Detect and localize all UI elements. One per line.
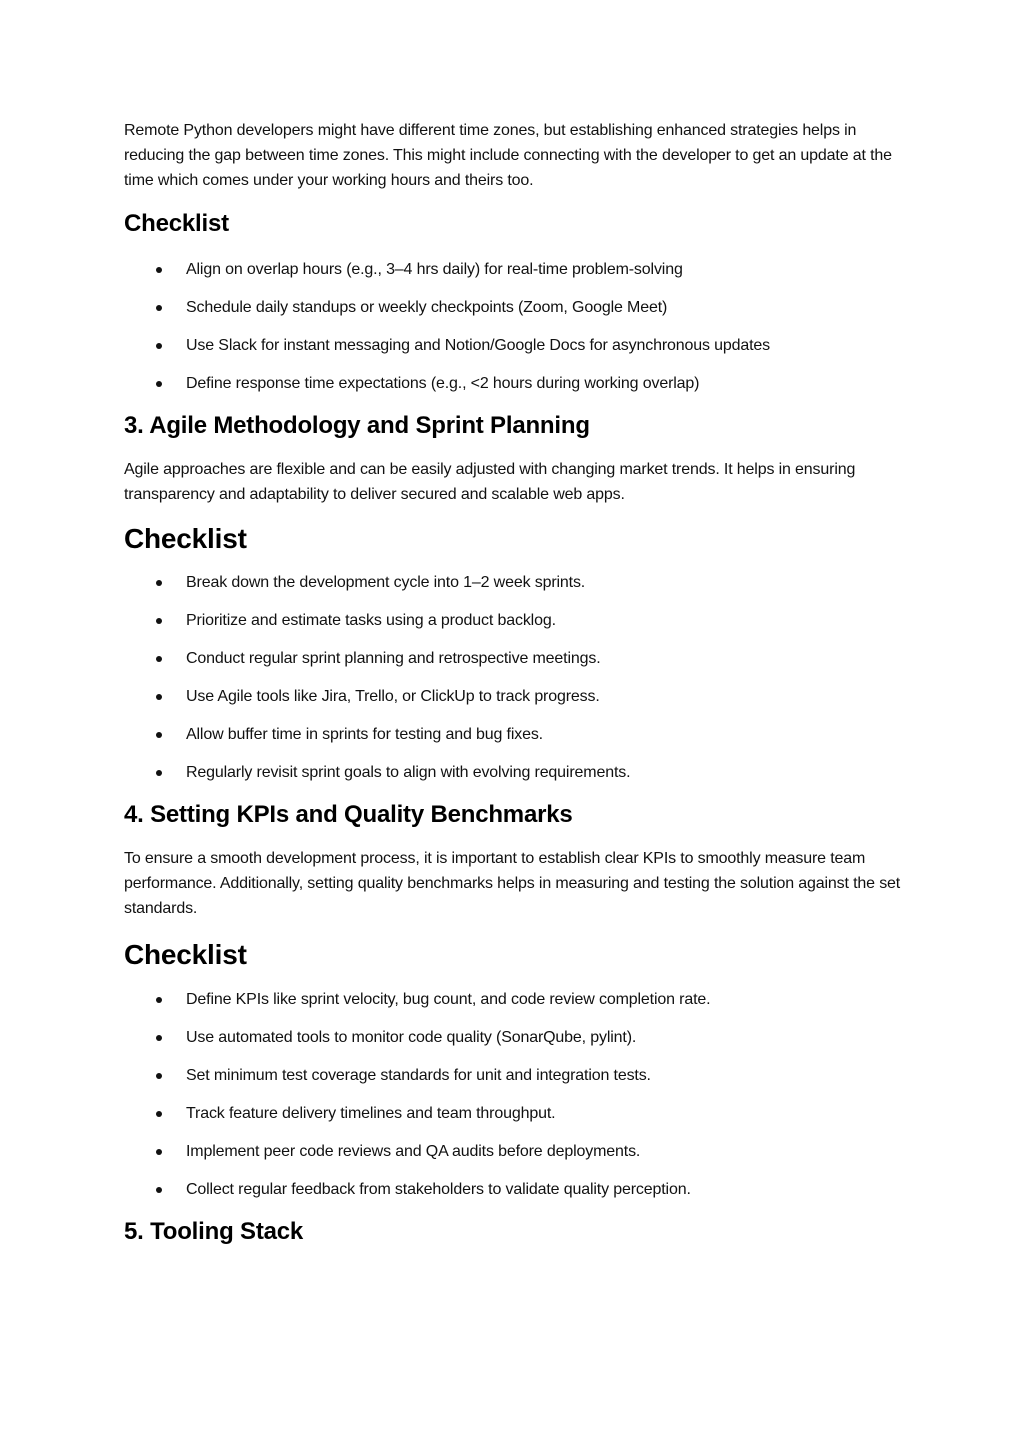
bullet-icon — [156, 1111, 162, 1117]
bullet-icon — [156, 694, 162, 700]
list-item-text: Define KPIs like sprint velocity, bug count, and code review completion rate. — [186, 991, 711, 1008]
bullet-icon — [156, 343, 162, 349]
bullet-icon — [156, 997, 162, 1003]
list-item — [124, 373, 904, 395]
bullet-icon — [156, 1035, 162, 1041]
list-item-text: Schedule daily standups or weekly checkpoints (Zoom, Google Meet) — [186, 299, 668, 316]
checklist-heading: Checklist — [124, 939, 247, 970]
bullet-icon — [156, 618, 162, 624]
list-item — [124, 1103, 904, 1125]
section-5-heading: 5. Tooling Stack — [124, 1218, 304, 1245]
list-item — [124, 259, 904, 281]
section-4-paragraph: To ensure a smooth development process, it is important to establish clear KPIs to smoothly measure team performance. Additionally, setting quality benchmarks helps in measuring and testing the solution against the set standards. — [124, 850, 901, 917]
section-3-paragraph: Agile approaches are flexible and can be easily adjusted with changing market trends. It helps in ensuring transparency and adaptability to deliver secured and scalable web apps. — [124, 461, 856, 503]
checklist-timezones — [124, 259, 904, 395]
list-item — [124, 1065, 904, 1087]
bullet-icon — [156, 770, 162, 776]
bullet-icon — [156, 1187, 162, 1193]
list-item — [124, 572, 904, 594]
bullet-icon — [156, 656, 162, 662]
checklist-heading: Checklist — [124, 210, 229, 237]
list-item — [124, 610, 904, 632]
list-item — [124, 724, 904, 746]
section-3-heading: 3. Agile Methodology and Sprint Planning — [124, 412, 590, 439]
list-item-text: Use Slack for instant messaging and Notion/Google Docs for asynchronous updates — [186, 337, 771, 354]
document-page — [124, 118, 904, 1247]
bullet-icon — [156, 1149, 162, 1155]
list-item — [124, 648, 904, 670]
checklist-agile — [124, 572, 904, 784]
intro-paragraph: Remote Python developers might have different time zones, but establishing enhanced strategies helps in reducing the gap between time zones. This might include connecting with the developer to get an update at the time which comes under your working hours and theirs too. — [124, 122, 892, 189]
list-item-text: Define response time expectations (e.g., <2 hours during working overlap) — [186, 375, 700, 392]
list-item — [124, 335, 904, 357]
list-item-text: Conduct regular sprint planning and retrospective meetings. — [186, 650, 601, 667]
list-item-text: Collect regular feedback from stakeholders to validate quality perception. — [186, 1181, 691, 1198]
list-item-text: Break down the development cycle into 1–2 week sprints. — [186, 574, 586, 591]
list-item — [124, 1027, 904, 1049]
list-item-text: Align on overlap hours (e.g., 3–4 hrs daily) for real-time problem-solving — [186, 261, 683, 278]
list-item — [124, 1179, 904, 1201]
list-item-text: Set minimum test coverage standards for unit and integration tests. — [186, 1067, 651, 1084]
list-item-text: Implement peer code reviews and QA audits before deployments. — [186, 1143, 641, 1160]
bullet-icon — [156, 267, 162, 273]
section-4-heading: 4. Setting KPIs and Quality Benchmarks — [124, 801, 573, 828]
list-item-text: Prioritize and estimate tasks using a product backlog. — [186, 612, 556, 629]
list-item — [124, 1141, 904, 1163]
list-item — [124, 989, 904, 1011]
bullet-icon — [156, 305, 162, 311]
bullet-icon — [156, 580, 162, 586]
checklist-heading: Checklist — [124, 523, 247, 554]
checklist-kpis — [124, 989, 904, 1201]
list-item-text: Use Agile tools like Jira, Trello, or ClickUp to track progress. — [186, 688, 600, 705]
list-item-text: Regularly revisit sprint goals to align with evolving requirements. — [186, 764, 631, 781]
bullet-icon — [156, 381, 162, 387]
list-item — [124, 297, 904, 319]
list-item-text: Use automated tools to monitor code quality (SonarQube, pylint). — [186, 1029, 637, 1046]
list-item — [124, 762, 904, 784]
bullet-icon — [156, 732, 162, 738]
list-item-text: Allow buffer time in sprints for testing and bug fixes. — [186, 726, 543, 743]
bullet-icon — [156, 1073, 162, 1079]
list-item-text: Track feature delivery timelines and team throughput. — [186, 1105, 556, 1122]
list-item — [124, 686, 904, 708]
